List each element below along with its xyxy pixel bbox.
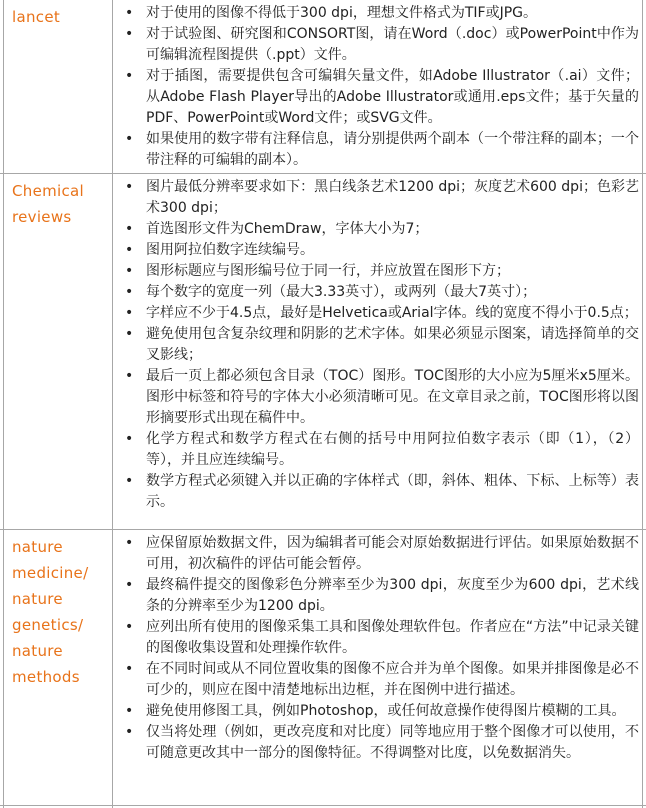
list-item: • 数学方程式必须键入并以正确的字体样式（即，斜体、粗体、下标、上标等）表示。 — [125, 473, 639, 510]
list-item: • 对于试验图、研究图和CONSORT图，请在Word（.doc）或PowerPoint中作为可编辑流程图提供（.ppt）文件。 — [125, 26, 639, 63]
list-item: • 应列出所有使用的图像采集工具和图像处理软件包。作者应在“方法”中记录关键的图像收集设置和处理操作软件。 — [125, 619, 639, 656]
list-item: • 如果使用的数字带有注释信息，请分别提供两个副本（一个带注释的副本；一个带注释的可编辑的副本）。 — [125, 131, 639, 168]
table-row-chemical-reviews — [0, 174, 646, 530]
list-item: • 化学方程式和数学方程式在右侧的括号中用阿拉伯数字表示（即（1），（2）等），并且应连续编号。 — [125, 431, 639, 468]
table-row-lancet — [0, 0, 646, 174]
journal-name-chemical-reviews: Chemical reviews — [12, 182, 84, 226]
journal-name-nature: nature medicine/ nature genetics/ nature methods — [12, 538, 89, 686]
list-item: • 每个数字的宽度一列（最大3.33英寸），或两列（最大7英寸）； — [125, 284, 537, 300]
requirements-list-lancet — [119, 3, 639, 171]
journal-name-lancet: lancet — [12, 8, 61, 26]
list-item: • 在不同时间或从不同位置收集的图像不应合并为单个图像。如果并排图像是必不可少的，则应在图中清楚地标出边框，并在图例中进行描述。 — [125, 661, 639, 698]
requirements-list-chemical-reviews — [119, 177, 639, 513]
list-item: • 对于使用的图像不得低于300 dpi，理想文件格式为TIF或JPG。 — [125, 5, 537, 21]
list-item: • 应保留原始数据文件，因为编辑者可能会对原始数据进行评估。如果原始数据不可用，初次稿件的评估可能会暂停。 — [125, 535, 639, 572]
list-item: • 仅当将处理（例如，更改亮度和对比度）同等地应用于整个图像才可以使用，不可随意更改其中一部分的图像特征。不得调整对比度，以免数据消失。 — [125, 724, 639, 761]
list-item: • 图用阿拉伯数字连续编号。 — [125, 242, 314, 258]
requirements-list-nature — [119, 533, 639, 764]
table-row-nature — [0, 530, 646, 806]
list-item: • 首选图形文件为ChemDraw，字体大小为7； — [125, 221, 429, 237]
list-item: • 避免使用包含复杂纹理和阴影的艺术字体。如果必须显示图案，请选择简单的交叉影线； — [125, 326, 639, 363]
list-item: • 最终稿件提交的图像彩色分辨率至少为300 dpi，灰度至少为600 dpi，艺术线条的分辨率至少为1200 dpi。 — [125, 577, 639, 614]
list-item: • 对于插图，需要提供包含可编辑矢量文件，如Adobe Illustrator（.ai）文件；从Adobe Flash Player导出的Adobe Illustrator或通用.eps文件；基于矢量的PDF、PowerPoint或Word文件；或SVG文件。 — [125, 68, 639, 126]
list-item: • 避免使用修图工具，例如Photoshop，或任何故意操作使得图片模糊的工具。 — [125, 703, 626, 719]
list-item: • 最后一页上都必须包含目录（TOC）图形。TOC图形的大小应为5厘米x5厘米。图形中标签和符号的字体大小必须清晰可见。在文章目录之前，TOC图形将以图形摘要形式出现在稿件中。 — [125, 368, 639, 426]
list-item: • 字样应不少于4.5点，最好是Helvetica或Arial字体。线的宽度不得小于0.5点； — [125, 305, 638, 321]
list-item: • 图片最低分辨率要求如下：黑白线条艺术1200 dpi；灰度艺术600 dpi；色彩艺术300 dpi； — [125, 179, 639, 216]
list-item: • 图形标题应与图形编号位于同一行，并应放置在图形下方； — [125, 263, 510, 279]
